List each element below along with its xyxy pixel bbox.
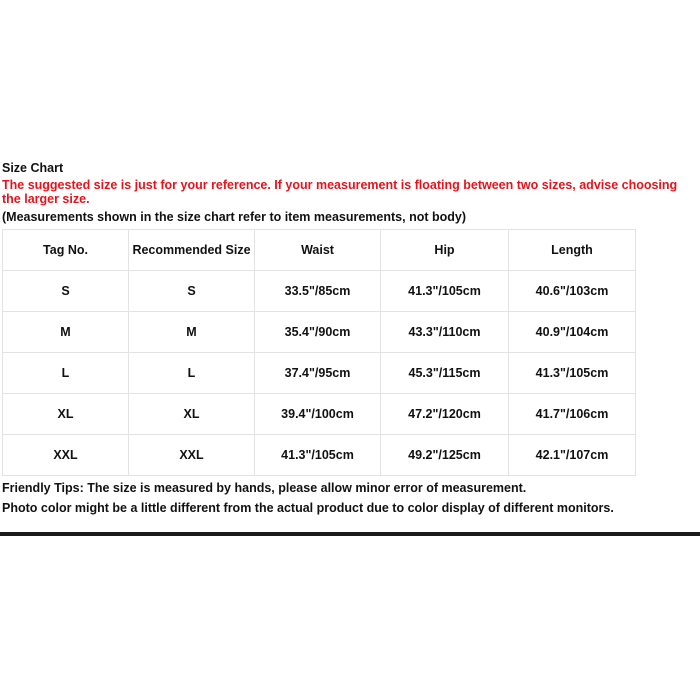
cell-waist: 37.4"/95cm <box>255 353 381 394</box>
friendly-tips <box>2 478 700 518</box>
cell-hip: 41.3"/105cm <box>381 271 509 312</box>
cell-waist: 41.3"/105cm <box>255 435 381 476</box>
cell-waist: 39.4"/100cm <box>255 394 381 435</box>
table-row <box>3 435 636 476</box>
size-advice-notice: The suggested size is just for your reference. If your measurement is floating between two sizes, advise choosing <box>2 178 678 192</box>
cell-recommended-size: XXL <box>129 435 255 476</box>
cell-tag-no: M <box>3 312 129 353</box>
size-chart-section <box>2 160 700 518</box>
header-waist: Waist <box>255 230 381 271</box>
table-row <box>3 271 636 312</box>
tips-photo-color: Photo color might be a little different from the actual product due to color display of different monitors. <box>2 501 614 515</box>
cell-hip: 47.2"/120cm <box>381 394 509 435</box>
page-title: Size Chart <box>2 161 64 175</box>
table-row <box>3 312 636 353</box>
cell-hip: 49.2"/125cm <box>381 435 509 476</box>
cell-tag-no: L <box>3 353 129 394</box>
cell-hip: 45.3"/115cm <box>381 353 509 394</box>
table-row <box>3 353 636 394</box>
cell-length: 42.1"/107cm <box>509 435 636 476</box>
table-row <box>3 394 636 435</box>
cell-length: 41.3"/105cm <box>509 353 636 394</box>
cell-recommended-size: S <box>129 271 255 312</box>
size-advice-notice-continued: the larger size. <box>2 192 90 206</box>
measurement-note: (Measurements shown in the size chart refer to item measurements, not body) <box>2 210 466 224</box>
cell-waist: 35.4"/90cm <box>255 312 381 353</box>
cell-length: 40.9"/104cm <box>509 312 636 353</box>
cell-hip: 43.3"/110cm <box>381 312 509 353</box>
bottom-divider <box>0 532 700 536</box>
header-length: Length <box>509 230 636 271</box>
cell-recommended-size: L <box>129 353 255 394</box>
cell-tag-no: XL <box>3 394 129 435</box>
cell-tag-no: XXL <box>3 435 129 476</box>
cell-recommended-size: M <box>129 312 255 353</box>
tips-measurement: Friendly Tips: The size is measured by hands, please allow minor error of measurement. <box>2 481 527 495</box>
cell-tag-no: S <box>3 271 129 312</box>
table-header-row <box>3 230 636 271</box>
header-tag-no: Tag No. <box>3 230 129 271</box>
cell-length: 40.6"/103cm <box>509 271 636 312</box>
cell-waist: 33.5"/85cm <box>255 271 381 312</box>
cell-length: 41.7"/106cm <box>509 394 636 435</box>
header-hip: Hip <box>381 230 509 271</box>
header-recommended-size: Recommended Size <box>129 230 255 271</box>
size-table <box>2 229 636 476</box>
cell-recommended-size: XL <box>129 394 255 435</box>
